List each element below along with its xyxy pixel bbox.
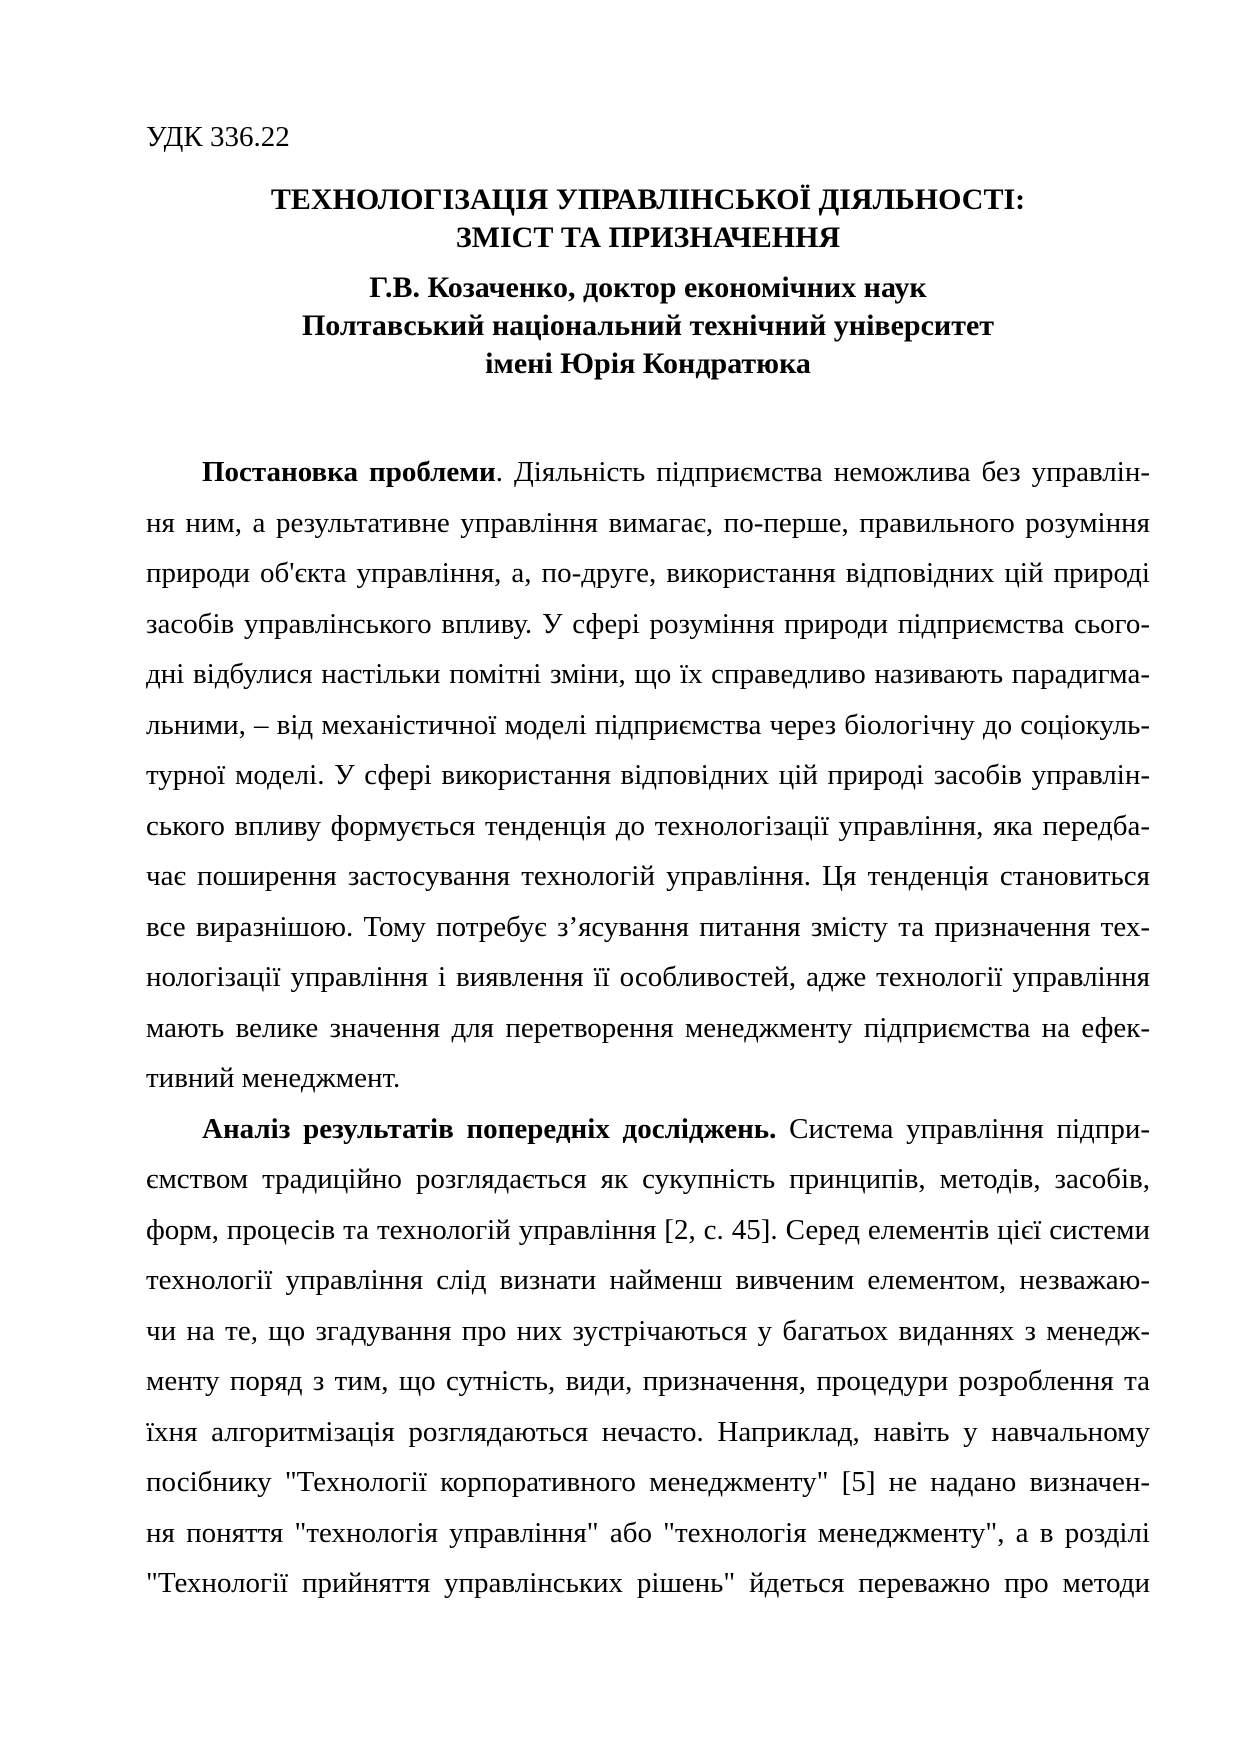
paragraph-2-line: форм, процесів та технологій управління [2, с. 45]. Серед елементів цієї системи	[146, 1213, 1150, 1246]
affiliation-line-2: імені Юрія Кондратюка	[485, 347, 811, 380]
paragraph-2-line: ня поняття "технологія управління" або "технологія менеджменту", а в розділі	[146, 1516, 1150, 1549]
paragraph-1-last-line: тивний менеджмент.	[146, 1062, 401, 1094]
paragraph-1-line: льними, – від механістичної моделі підприємства через біологічну до соціокуль-	[146, 708, 1150, 741]
author-name: Г.В. Козаченко, доктор економічних наук	[369, 271, 927, 304]
paragraph-1-lead-rest: . Діяльність підприємства неможлива без управлін-	[495, 456, 1150, 488]
paragraph-2-line: їхня алгоритмізація розглядаються нечасто. Наприклад, навіть у навчальному	[146, 1415, 1150, 1448]
paragraph-1-line: природи об'єкта управління, а, по-друге, використання відповідних цій природі	[146, 557, 1150, 589]
paragraph-2-line	[146, 1104, 1150, 1155]
paragraph-2-lead-rest: Система управління підпри-	[776, 1112, 1150, 1145]
paragraph-2-line: "Технології прийняття управлінських рішень" йдеться переважно про методи	[146, 1567, 1150, 1599]
author-block	[146, 269, 1150, 383]
paragraph-1-line: нологізації управління і виявлення її особливостей, адже технології управління	[146, 961, 1150, 993]
paragraph-1-line	[146, 447, 1150, 498]
paragraph-1-line: турної моделі. У сфері використання відповідних цій природі засобів управлін-	[146, 759, 1150, 791]
paragraph-2-line: посібнику "Технології корпоративного менеджменту" [5] не надано визначен-	[146, 1466, 1150, 1498]
paragraph-1-lead: Постановка проблеми	[202, 456, 496, 488]
paragraph-1-line: ня ним, а результативне управління вимагає, по-перше, правильного розуміння	[146, 506, 1150, 539]
paragraph-1-line: дні відбулися настільки помітні зміни, що їх справедливо називають парадигма-	[146, 658, 1150, 690]
article-title	[146, 181, 1150, 257]
paragraph-1-line: все виразнішою. Тому потребує з’ясування питання змісту та призначення тех-	[146, 910, 1150, 943]
paragraph-2-line: ємством традиційно розглядається як сукупність принципів, методів, засобів,	[146, 1163, 1150, 1195]
page-content	[146, 0, 1150, 1609]
article-title-line-1: ТЕХНОЛОГІЗАЦІЯ УПРАВЛІНСЬКОЇ ДІЯЛЬНОСТІ:	[270, 183, 1026, 216]
paragraph-1-line: ського впливу формується тенденція до технологізації управління, яка передба-	[146, 809, 1150, 842]
affiliation-line-1: Полтавський національний технічний університет	[301, 309, 995, 342]
article-title-line-2: ЗМІСТ ТА ПРИЗНАЧЕННЯ	[455, 221, 841, 254]
paragraph-2-lead: Аналіз результатів попередніх досліджень.	[202, 1112, 777, 1145]
udc-code: УДК 336.22	[146, 121, 290, 153]
paragraph-1-line: чає поширення застосування технологій управління. Ця тенденція становиться	[146, 860, 1150, 892]
paragraph-1-line: мають велике значення для перетворення менеджменту підприємства на ефек-	[146, 1011, 1150, 1044]
paragraph-1-line: засобів управлінського впливу. У сфері розуміння природи підприємства сього-	[146, 607, 1150, 640]
article-body	[146, 447, 1150, 1609]
paragraph-2-line: чи на те, що згадування про них зустрічаються у багатьох виданнях з менедж-	[146, 1314, 1150, 1347]
paragraph-2-line: технології управління слід визнати найменш вивченим елементом, незважаю-	[146, 1264, 1150, 1296]
paragraph-2-line: менту поряд з тим, що сутність, види, призначення, процедури розроблення та	[146, 1365, 1150, 1397]
